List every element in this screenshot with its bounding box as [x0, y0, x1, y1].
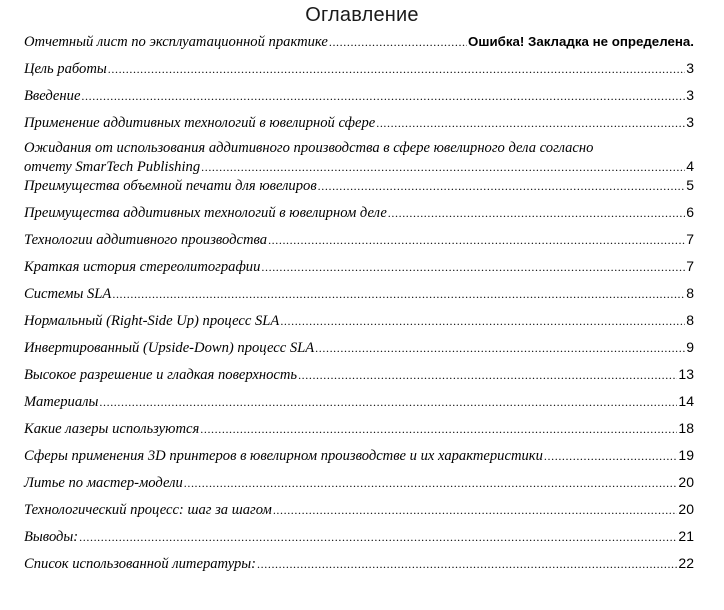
toc-page-number: 21 — [678, 528, 694, 544]
toc-entry-stereolithography-history[interactable] — [24, 257, 694, 284]
toc-page-number: 9 — [686, 339, 694, 355]
toc-entry-expectations[interactable] — [24, 139, 694, 174]
dot-leader — [329, 33, 467, 51]
toc-page-number: 20 — [678, 501, 694, 517]
dot-leader — [388, 204, 685, 222]
toc-page-number: 3 — [686, 60, 694, 76]
toc-entry-text: Литье по мастер-модели — [24, 475, 183, 491]
toc-title: Оглавление — [305, 4, 419, 26]
toc-entry-high-resolution[interactable] — [24, 365, 694, 392]
toc-entry-report-sheet[interactable] — [24, 32, 694, 59]
toc-entry-text: Какие лазеры используются — [24, 421, 200, 437]
toc-entry-text: Отчетный лист по эксплуатационной практике — [24, 34, 328, 50]
dot-leader — [376, 114, 685, 132]
toc-page-number: 6 — [686, 204, 694, 220]
toc-page-number: 22 — [678, 555, 694, 571]
toc-entry-introduction[interactable] — [24, 86, 694, 113]
toc-entry-sla-systems[interactable] — [24, 284, 694, 311]
dot-leader — [112, 285, 685, 303]
toc-page-number: 8 — [686, 285, 694, 301]
toc-entry-lasers[interactable] — [24, 419, 694, 446]
toc-entry-materials[interactable] — [24, 392, 694, 419]
toc-entry-text: Инвертированный (Upside-Down) процесс SLA — [24, 340, 315, 356]
toc-entry-text: Сферы применения 3D принтеров в ювелирном производстве и их характеристики — [24, 448, 543, 464]
toc-entry-text: Преимущества аддитивных технологий в ювелирном деле — [24, 205, 387, 221]
toc-page-number: 4 — [686, 158, 694, 174]
dot-leader — [257, 555, 677, 573]
toc-entry-additive-jewelry[interactable] — [24, 113, 694, 140]
toc-entry-technologies[interactable] — [24, 230, 694, 257]
dot-leader — [108, 60, 685, 78]
toc-list — [24, 32, 694, 581]
dot-leader — [184, 474, 678, 492]
dot-leader — [79, 528, 677, 546]
dot-leader — [201, 158, 685, 176]
toc-entry-conclusions[interactable] — [24, 527, 694, 554]
toc-page-number: 3 — [686, 114, 694, 130]
toc-page-number: 3 — [686, 87, 694, 103]
dot-leader — [268, 231, 685, 249]
dot-leader — [81, 87, 685, 105]
toc-page-number: 14 — [678, 393, 694, 409]
dot-leader — [298, 366, 677, 384]
toc-page-number: 20 — [678, 474, 694, 490]
dot-leader — [544, 447, 678, 465]
toc-entry-text: Цель работы — [24, 61, 107, 77]
toc-page-number: 7 — [686, 258, 694, 274]
dot-leader — [318, 177, 686, 195]
dot-leader — [280, 312, 685, 330]
toc-entry-text: Нормальный (Right-Side Up) процесс SLA — [24, 313, 280, 329]
toc-page-number: 18 — [678, 420, 694, 436]
toc-entry-upside-down[interactable] — [24, 338, 694, 365]
dot-leader — [99, 393, 677, 411]
dot-leader — [200, 420, 677, 438]
toc-entry-3d-printer-applications[interactable] — [24, 446, 694, 473]
toc-page-number: 5 — [686, 177, 694, 193]
toc-entry-text: Выводы: — [24, 529, 79, 545]
toc-entry-text: Высокое разрешение и гладкая поверхность — [24, 367, 298, 383]
toc-entry-text: Преимущества объемной печати для ювелиров — [24, 178, 317, 194]
toc-entry-text: Технологии аддитивного производства — [24, 232, 268, 248]
dot-leader — [261, 258, 685, 276]
toc-entry-right-side-up[interactable] — [24, 311, 694, 338]
toc-page-number: 8 — [686, 312, 694, 328]
toc-entry-text: Краткая история стереолитографии — [24, 259, 261, 275]
toc-entry-text: Применение аддитивных технологий в ювелирной сфере — [24, 115, 376, 131]
toc-entry-additive-advantages[interactable] — [24, 203, 694, 230]
toc-entry-text-line1: Ожидания от использования аддитивного производства в сфере ювелирного дела согласно — [24, 140, 594, 156]
toc-page-number: 7 — [686, 231, 694, 247]
toc-page-number: 19 — [678, 447, 694, 463]
toc-entry-text: Список использованной литературы: — [24, 556, 257, 572]
toc-entry-process-steps[interactable] — [24, 500, 694, 527]
toc-error-message: Ошибка! Закладка не определена. — [468, 34, 694, 49]
toc-entry-goal[interactable] — [24, 59, 694, 86]
toc-page-number: 13 — [678, 366, 694, 382]
toc-entry-text: Технологический процесс: шаг за шагом — [24, 502, 272, 518]
toc-entry-text: Материалы — [24, 394, 99, 410]
toc-entry-references[interactable] — [24, 554, 694, 581]
dot-leader — [273, 501, 678, 519]
dot-leader — [315, 339, 685, 357]
toc-entry-master-model-casting[interactable] — [24, 473, 694, 500]
toc-entry-text: Введение — [24, 88, 81, 104]
toc-entry-text: отчету SmarTech Publishing — [24, 159, 201, 175]
toc-entry-text: Системы SLA — [24, 286, 112, 302]
toc-entry-volumetric-printing[interactable] — [24, 176, 694, 203]
